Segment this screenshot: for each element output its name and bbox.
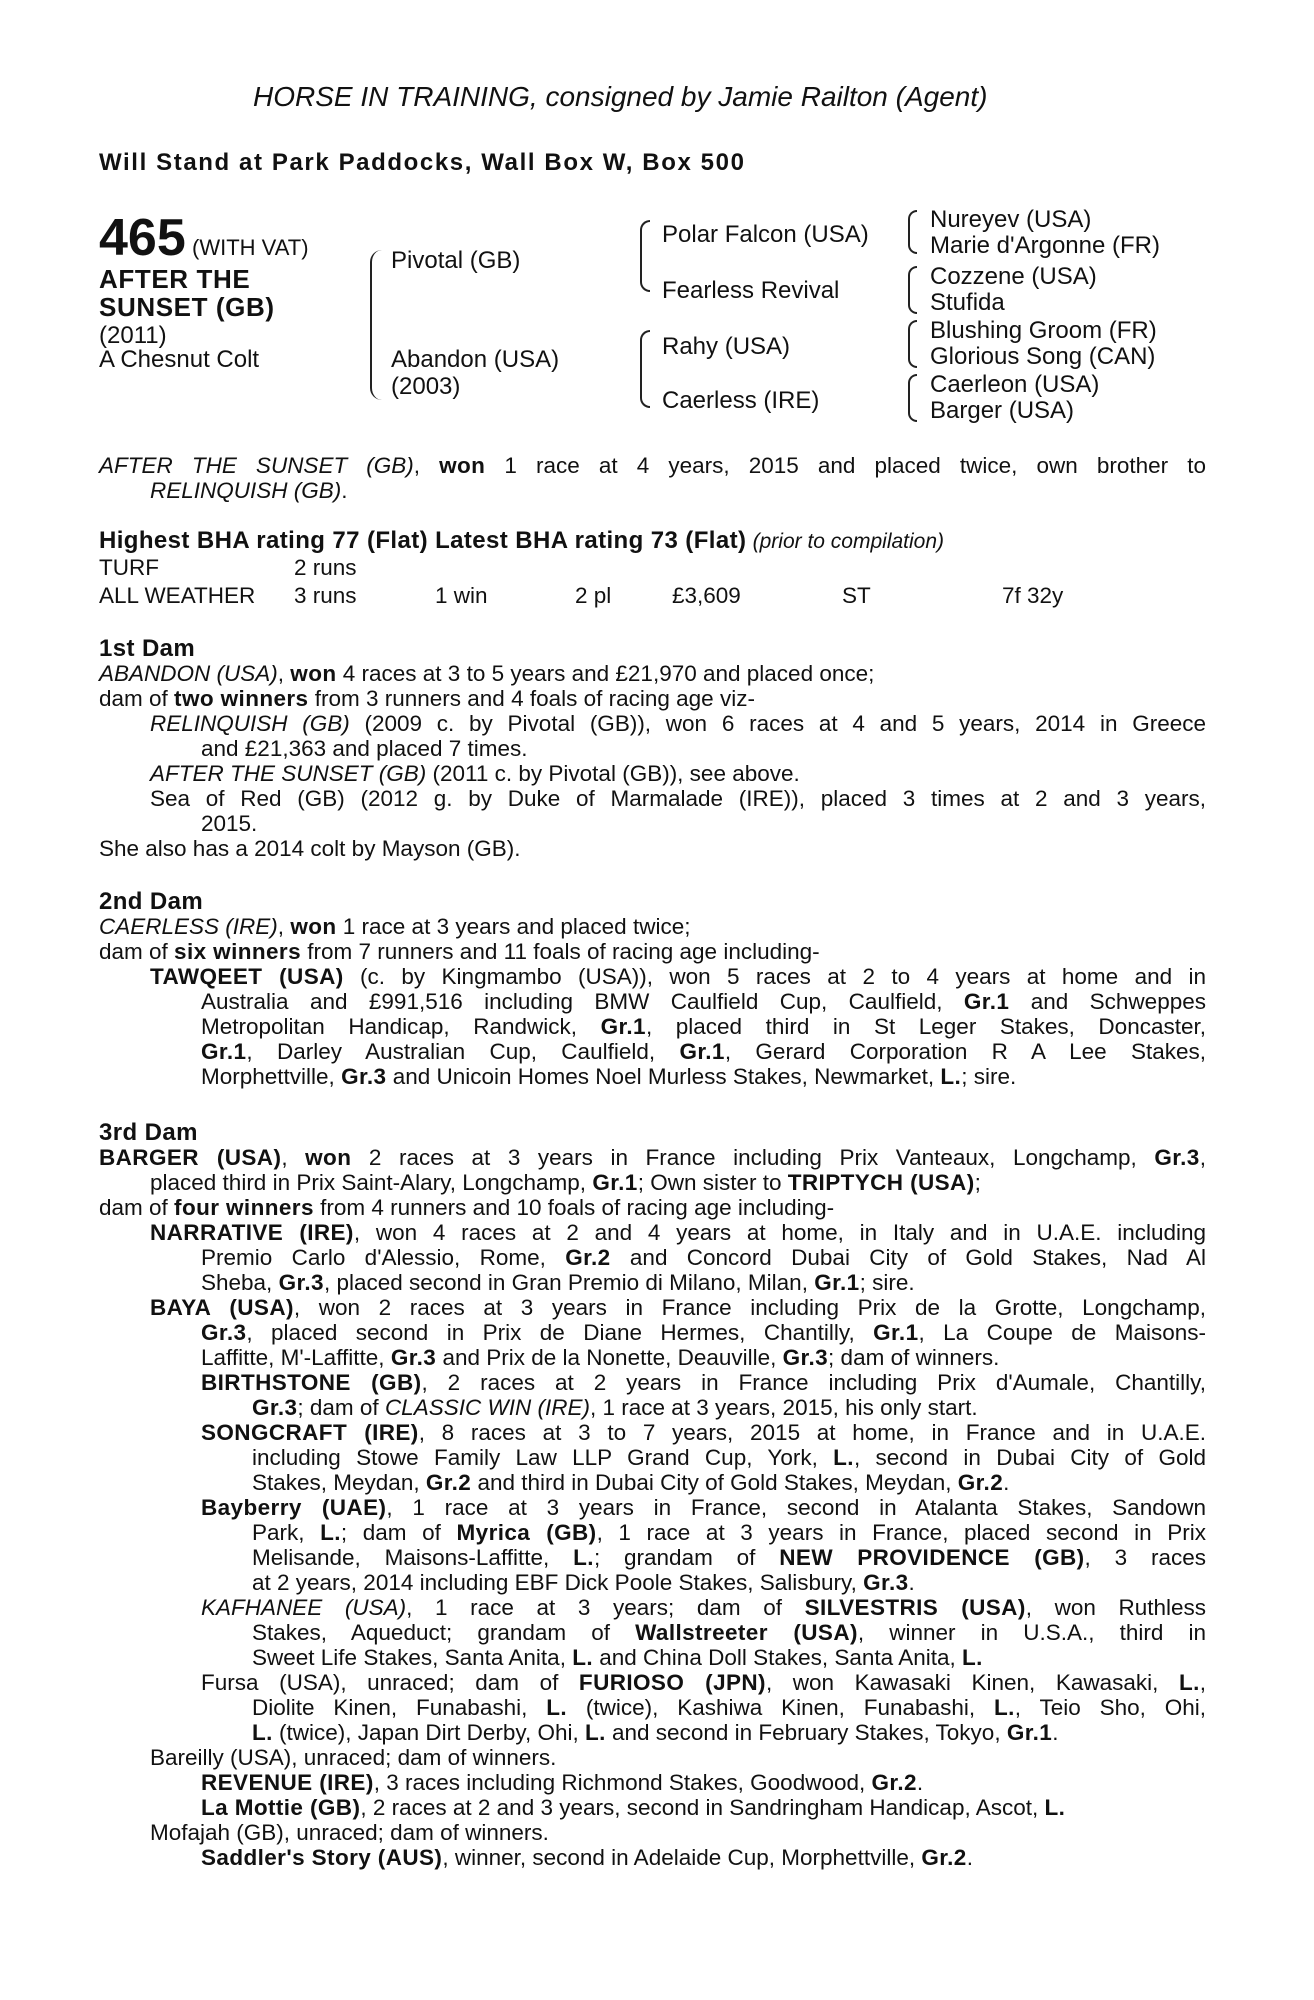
aw-runs: 3 runs xyxy=(294,583,357,608)
produce-songcraft-l3: Stakes, Meydan, Gr.2 and third in Dubai City of Gold Stakes, Meydan, Gr.2. xyxy=(252,1470,1010,1495)
third-dam-heading: 3rd Dam xyxy=(99,1119,198,1146)
produce-birthstone-l2: Gr.3; dam of CLASSIC WIN (IRE), 1 race at 3 years, 2015, his only start. xyxy=(252,1395,978,1420)
horse-description: A Chesnut Colt xyxy=(99,346,260,373)
race-summary-cont: RELINQUISH (GB). xyxy=(150,478,348,503)
foal-baya-l2: Gr.3, placed second in Prix de Diane Hermes, Chantilly, Gr.1, La Coupe de Maisons- xyxy=(201,1320,1207,1345)
produce-saddlers-story: Saddler's Story (AUS), winner, second in Adelaide Cup, Morphettville, Gr.2. xyxy=(201,1845,973,1870)
second-dam-foal-tawqeet: TAWQEET (USA) (c. by Kingmambo (USA)), won 5 races at 2 to 4 years at home and in xyxy=(150,964,1206,989)
foal-narrative-l2: Premio Carlo d'Alessio, Rome, Gr.2 and Concord Dubai City of Gold Stakes, Nad Al xyxy=(201,1245,1206,1270)
pedigree-brace-parents xyxy=(370,250,384,400)
aw-label: ALL WEATHER xyxy=(99,583,256,608)
turf-runs: 2 runs xyxy=(294,555,357,580)
race-summary: AFTER THE SUNSET (GB), won 1 race at 4 years, 2015 and placed twice, own brother to xyxy=(99,453,1206,478)
aw-going: ST xyxy=(842,583,871,608)
produce-bayberry-l3: Melisande, Maisons-Laffitte, L.; grandam of NEW PROVIDENCE (GB), 3 races xyxy=(252,1545,1206,1570)
foaling-year: (2011) xyxy=(99,322,167,349)
horse-name-line1: AFTER THE xyxy=(99,264,251,294)
pedigree-gg4: Stufida xyxy=(930,289,1005,316)
pedigree-brace-g1 xyxy=(908,210,917,254)
aw-wins: 1 win xyxy=(435,583,488,608)
first-dam-line: ABANDON (USA), won 4 races at 3 to 5 years and £21,970 and placed once; xyxy=(99,661,875,686)
produce-kafhanee: KAFHANEE (USA), 1 race at 3 years; dam of SILVESTRIS (USA), won Ruthless xyxy=(201,1595,1206,1620)
aw-distance: 7f 32y xyxy=(1002,583,1064,608)
first-dam-foal-2: AFTER THE SUNSET (GB) (2011 c. by Pivotal (GB)), see above. xyxy=(150,761,800,786)
stand-location: Will Stand at Park Paddocks, Wall Box W, Box 500 xyxy=(99,149,746,176)
horse-name-line2: SUNSET (GB) xyxy=(99,292,275,322)
first-dam-foal-1: RELINQUISH (GB) (2009 c. by Pivotal (GB)), won 6 races at 4 and 5 years, 2014 in Greece xyxy=(150,711,1206,736)
produce-revenue: REVENUE (IRE), 3 races including Richmond Stakes, Goodwood, Gr.2. xyxy=(201,1770,924,1795)
second-dam-foal-tawqeet-l4: Gr.1, Darley Australian Cup, Caulfield, Gr.1, Gerard Corporation R A Lee Stakes, xyxy=(201,1039,1207,1064)
first-dam-foal-3: Sea of Red (GB) (2012 g. by Duke of Marmalade (IRE)), placed 3 times at 2 and 3 years, xyxy=(150,786,1206,811)
produce-la-mottie: La Mottie (GB), 2 races at 2 and 3 years, second in Sandringham Handicap, Ascot, L. xyxy=(201,1795,1066,1820)
pedigree-brace-sire xyxy=(640,220,650,292)
foal-mofajah: Mofajah (GB), unraced; dam of winners. xyxy=(150,1820,549,1845)
vat-note: (WITH VAT) xyxy=(192,235,309,260)
pedigree-gg8: Barger (USA) xyxy=(930,397,1075,424)
produce-songcraft: SONGCRAFT (IRE), 8 races at 3 to 7 years, 2015 at home, in France and in U.A.E. xyxy=(201,1420,1206,1445)
catalogue-header: HORSE IN TRAINING, consigned by Jamie Railton (Agent) xyxy=(253,81,988,112)
second-dam-foal-tawqeet-l5: Morphettville, Gr.3 and Unicoin Homes Noel Murless Stakes, Newmarket, L.; sire. xyxy=(201,1064,1017,1089)
pedigree-sire-sire: Polar Falcon (USA) xyxy=(662,221,869,248)
pedigree-dam-dam: Caerless (IRE) xyxy=(662,387,820,414)
pedigree-dam-sire: Rahy (USA) xyxy=(662,333,791,360)
first-dam-heading: 1st Dam xyxy=(99,635,196,662)
second-dam-line: CAERLESS (IRE), won 1 race at 3 years and placed twice; xyxy=(99,914,691,939)
pedigree-gg3: Cozzene (USA) xyxy=(930,263,1097,290)
pedigree-dam: Abandon (USA) xyxy=(391,346,560,373)
produce-kafhanee-l3: Sweet Life Stakes, Santa Anita, L. and China Doll Stakes, Santa Anita, L. xyxy=(252,1645,983,1670)
produce-songcraft-l2: including Stowe Family Law LLP Grand Cup, York, L., second in Dubai City of Gold xyxy=(252,1445,1206,1470)
produce-fursa-l3: L. (twice), Japan Dirt Derby, Ohi, L. and second in February Stakes, Tokyo, Gr.1. xyxy=(252,1720,1059,1745)
pedigree-sire: Pivotal (GB) xyxy=(391,247,521,274)
bha-rating: Highest BHA rating 77 (Flat) Latest BHA rating 73 (Flat) (prior to compilation) xyxy=(99,527,945,554)
pedigree-gg5: Blushing Groom (FR) xyxy=(930,317,1157,344)
third-dam-line-2: placed third in Prix Saint-Alary, Longchamp, Gr.1; Own sister to TRIPTYCH (USA); xyxy=(150,1170,981,1195)
foal-narrative: NARRATIVE (IRE), won 4 races at 2 and 4 years at home, in Italy and in U.A.E. including xyxy=(150,1220,1207,1245)
pedigree-sire-dam: Fearless Revival xyxy=(662,277,840,304)
foal-baya-l3: Laffitte, M'-Laffitte, Gr.3 and Prix de la Nonette, Deauville, Gr.3; dam of winners. xyxy=(201,1345,1000,1370)
pedigree-brace-dam xyxy=(640,330,650,408)
first-dam-note: She also has a 2014 colt by Mayson (GB). xyxy=(99,836,521,861)
pedigree-gg7: Caerleon (USA) xyxy=(930,371,1100,398)
pedigree-gg2: Marie d'Argonne (FR) xyxy=(930,232,1160,259)
aw-prize: £3,609 xyxy=(672,583,741,608)
second-dam-foal-tawqeet-l3: Metropolitan Handicap, Randwick, Gr.1, placed third in St Leger Stakes, Doncaster, xyxy=(201,1014,1206,1039)
aw-placed: 2 pl xyxy=(575,583,612,608)
second-dam-produce-summary: dam of six winners from 7 runners and 11 foals of racing age including- xyxy=(99,939,820,964)
second-dam-foal-tawqeet-l2: Australia and £991,516 including BMW Caulfield Cup, Caulfield, Gr.1 and Schweppes xyxy=(201,989,1206,1014)
produce-bayberry-l2: Park, L.; dam of Myrica (GB), 1 race at 3 years in France, placed second in Prix xyxy=(252,1520,1206,1545)
produce-kafhanee-l2: Stakes, Aqueduct; grandam of Wallstreeter (USA), winner in U.S.A., third in xyxy=(252,1620,1206,1645)
turf-label: TURF xyxy=(99,555,159,580)
produce-fursa: Fursa (USA), unraced; dam of FURIOSO (JPN), won Kawasaki Kinen, Kawasaki, L., xyxy=(201,1670,1206,1695)
lot-number: 465 xyxy=(99,209,186,267)
first-dam-produce-summary: dam of two winners from 3 runners and 4 foals of racing age viz- xyxy=(99,686,755,711)
foal-baya: BAYA (USA), won 2 races at 3 years in France including Prix de la Grotte, Longchamp, xyxy=(150,1295,1206,1320)
pedigree-gg1: Nureyev (USA) xyxy=(930,206,1092,233)
first-dam-foal-3-cont: 2015. xyxy=(201,811,258,836)
foal-bareilly: Bareilly (USA), unraced; dam of winners. xyxy=(150,1745,557,1770)
foal-narrative-l3: Sheba, Gr.3, placed second in Gran Premio di Milano, Milan, Gr.1; sire. xyxy=(201,1270,915,1295)
produce-birthstone: BIRTHSTONE (GB), 2 races at 2 years in France including Prix d'Aumale, Chantilly, xyxy=(201,1370,1206,1395)
third-dam-line: BARGER (USA), won 2 races at 3 years in France including Prix Vanteaux, Longchamp, Gr.3, xyxy=(99,1145,1206,1170)
lot-number-line xyxy=(99,209,309,267)
pedigree-brace-g2 xyxy=(908,266,917,314)
produce-fursa-l2: Diolite Kinen, Funabashi, L. (twice), Kashiwa Kinen, Funabashi, L., Teio Sho, Ohi, xyxy=(252,1695,1206,1720)
pedigree-dam-year: (2003) xyxy=(391,373,461,400)
produce-bayberry: Bayberry (UAE), 1 race at 3 years in France, second in Atalanta Stakes, Sandown xyxy=(201,1495,1206,1520)
pedigree-brace-g4 xyxy=(908,374,917,422)
produce-bayberry-l4: at 2 years, 2014 including EBF Dick Poole Stakes, Salisbury, Gr.3. xyxy=(252,1570,915,1595)
third-dam-produce-summary: dam of four winners from 4 runners and 10 foals of racing age including- xyxy=(99,1195,835,1220)
pedigree-brace-g3 xyxy=(908,320,917,368)
pedigree-gg6: Glorious Song (CAN) xyxy=(930,343,1156,370)
first-dam-foal-1-cont: and £21,363 and placed 7 times. xyxy=(201,736,528,761)
second-dam-heading: 2nd Dam xyxy=(99,888,204,915)
